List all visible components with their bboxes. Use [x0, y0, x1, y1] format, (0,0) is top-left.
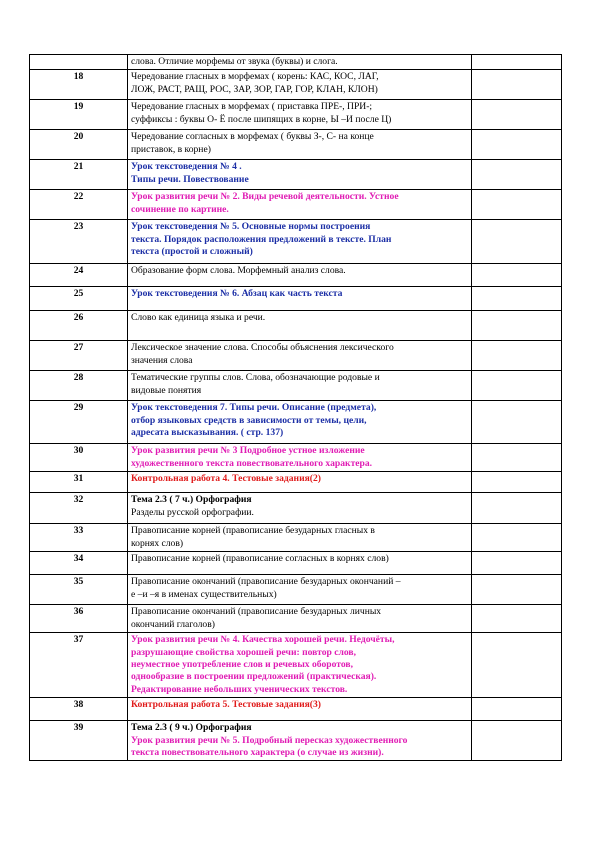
topic-line: неуместное употребление слов и речевых оборотов,	[131, 659, 353, 671]
empty-cell	[472, 524, 562, 552]
lesson-topic	[128, 552, 472, 575]
topic-line: е –и –я в именах существительных)	[131, 588, 277, 600]
empty-cell	[472, 472, 562, 493]
topic-line: Урок текстоведения 7. Типы речи. Описание (предмета),	[131, 402, 377, 414]
table-row	[30, 493, 562, 524]
empty-cell	[472, 721, 562, 761]
topic-line: текста. Порядок расположения предложений в тексте. План	[131, 233, 392, 245]
table-body	[30, 55, 562, 761]
topic-line: Слово как единица языка и речи.	[131, 312, 266, 324]
empty-cell	[472, 190, 562, 220]
topic-line: Правописание корней (правописание безударных гласных в	[131, 525, 375, 537]
lesson-number: 28	[30, 371, 128, 401]
table-row	[30, 130, 562, 160]
topic-line: Урок развития речи № 5. Подробный пересказ художественного	[131, 734, 408, 746]
topic-line: Редактирование небольших ученических текстов.	[131, 683, 348, 695]
topic-line: художественного текста повествовательного характера.	[131, 457, 373, 469]
table-row	[30, 524, 562, 552]
table-row	[30, 633, 562, 698]
lesson-number: 32	[30, 493, 128, 524]
table-row	[30, 401, 562, 444]
empty-cell	[472, 605, 562, 633]
lesson-topic	[128, 401, 472, 444]
empty-cell	[472, 371, 562, 401]
topic-line: Образование форм слова. Морфемный анализ слова.	[131, 265, 346, 277]
table-row	[30, 55, 562, 70]
topic-line: текста (простой и сложный)	[131, 246, 253, 258]
topic-line: Урок развития речи № 2. Виды речевой деятельности. Устное	[131, 191, 399, 203]
table-row	[30, 575, 562, 605]
topic-line: текста повествовательного характера (о случае из жизни).	[131, 747, 384, 759]
lesson-number: 31	[30, 472, 128, 493]
lesson-topic	[128, 721, 472, 761]
topic-line: Урок текстоведения № 6. Абзац как часть текста	[131, 288, 343, 300]
lesson-topic	[128, 472, 472, 493]
topic-line: разрушающие свойства хорошей речи: повтор слов,	[131, 646, 357, 658]
table-row	[30, 190, 562, 220]
topic-line: Урок текстоведения № 4 .	[131, 161, 242, 173]
topic-line: однообразие в построении предложений (практическая).	[131, 671, 377, 683]
empty-cell	[472, 220, 562, 264]
lesson-number	[30, 55, 128, 70]
lesson-number: 39	[30, 721, 128, 761]
topic-line: отбор языковых средств в зависимости от темы, цели,	[131, 414, 367, 426]
empty-cell	[472, 575, 562, 605]
lesson-number: 36	[30, 605, 128, 633]
lesson-topic	[128, 371, 472, 401]
lesson-number: 22	[30, 190, 128, 220]
topic-line: Урок развития речи № 3 Подробное устное изложение	[131, 445, 365, 457]
empty-cell	[472, 633, 562, 698]
table-row	[30, 698, 562, 721]
lesson-number: 18	[30, 70, 128, 100]
lesson-number: 29	[30, 401, 128, 444]
lesson-topic	[128, 130, 472, 160]
topic-line: значения слова	[131, 354, 193, 366]
lesson-topic	[128, 311, 472, 341]
table-row	[30, 472, 562, 493]
lesson-topic	[128, 70, 472, 100]
table-row	[30, 264, 562, 287]
topic-line: корнях слов)	[131, 537, 184, 549]
lesson-number: 30	[30, 444, 128, 472]
topic-line: Тема 2.3 ( 9 ч.) Орфография	[131, 722, 252, 734]
empty-cell	[472, 444, 562, 472]
table-row	[30, 721, 562, 761]
curriculum-table	[29, 54, 562, 761]
lesson-topic	[128, 190, 472, 220]
lesson-topic	[128, 100, 472, 130]
lesson-number: 24	[30, 264, 128, 287]
table-row	[30, 341, 562, 371]
lesson-topic	[128, 55, 472, 70]
table-row	[30, 100, 562, 130]
lesson-number: 23	[30, 220, 128, 264]
topic-line: сочинение по картине.	[131, 203, 229, 215]
table-row	[30, 160, 562, 190]
topic-line: слова. Отличие морфемы от звука (буквы) и слога.	[131, 56, 338, 67]
empty-cell	[472, 264, 562, 287]
empty-cell	[472, 287, 562, 311]
lesson-topic	[128, 633, 472, 698]
topic-line: Чередование гласных в морфемах ( корень: КАС, КОС, ЛАГ,	[131, 71, 379, 83]
lesson-topic	[128, 444, 472, 472]
lesson-topic	[128, 575, 472, 605]
lesson-topic	[128, 341, 472, 371]
empty-cell	[472, 698, 562, 721]
lesson-number: 20	[30, 130, 128, 160]
topic-line: адресата высказывания. ( стр. 137)	[131, 427, 284, 439]
lesson-number: 35	[30, 575, 128, 605]
topic-line: Урок текстоведения № 5. Основные нормы построения	[131, 221, 371, 233]
empty-cell	[472, 401, 562, 444]
topic-line: Контрольная работа 4. Тестовые задания(2)	[131, 473, 321, 485]
topic-line: Правописание окончаний (правописание безударных личных	[131, 606, 382, 618]
table-row	[30, 552, 562, 575]
topic-line: суффиксы : буквы О- Ё после шипящих в корне, Ы –И после Ц)	[131, 113, 392, 125]
lesson-number: 37	[30, 633, 128, 698]
table-row	[30, 70, 562, 100]
topic-line: Правописание окончаний (правописание безударных окончаний –	[131, 576, 401, 588]
topic-line: Тематические группы слов. Слова, обозначающие родовые и	[131, 372, 380, 384]
lesson-topic	[128, 605, 472, 633]
empty-cell	[472, 552, 562, 575]
lesson-number: 34	[30, 552, 128, 575]
topic-line: приставок, в корне)	[131, 143, 211, 155]
table-row	[30, 287, 562, 311]
empty-cell	[472, 160, 562, 190]
empty-cell	[472, 100, 562, 130]
topic-line: Урок развития речи № 4. Качества хорошей речи. Недочёты,	[131, 634, 395, 646]
topic-line: Контрольная работа 5. Тестовые задания(3)	[131, 699, 321, 711]
topic-line: Правописание корней (правописание согласных в корнях слов)	[131, 553, 389, 565]
topic-line: Чередование согласных в морфемах ( буквы З-, С- на конце	[131, 131, 374, 143]
topic-line: Чередование гласных в морфемах ( приставка ПРЕ-, ПРИ-;	[131, 101, 373, 113]
lesson-topic	[128, 160, 472, 190]
topic-line: Лексическое значение слова. Способы объяснения лексического	[131, 342, 394, 354]
topic-line: видовые понятия	[131, 384, 202, 396]
lesson-number: 25	[30, 287, 128, 311]
topic-line: Типы речи. Повествование	[131, 173, 249, 185]
lesson-number: 27	[30, 341, 128, 371]
table-row	[30, 444, 562, 472]
topic-line: ЛОЖ, РАСТ, РАЩ, РОС, ЗАР, ЗОР, ГАР, ГОР, КЛАН, КЛОН)	[131, 83, 378, 95]
lesson-number: 26	[30, 311, 128, 341]
lesson-topic	[128, 287, 472, 311]
table-row	[30, 220, 562, 264]
topic-line: Разделы русской орфографии.	[131, 506, 254, 518]
lesson-number: 21	[30, 160, 128, 190]
lesson-number: 33	[30, 524, 128, 552]
empty-cell	[472, 493, 562, 524]
lesson-topic	[128, 220, 472, 264]
empty-cell	[472, 55, 562, 70]
lesson-topic	[128, 524, 472, 552]
table-row	[30, 371, 562, 401]
lesson-topic	[128, 698, 472, 721]
topic-line: окончаний глаголов)	[131, 618, 215, 630]
empty-cell	[472, 130, 562, 160]
empty-cell	[472, 341, 562, 371]
empty-cell	[472, 311, 562, 341]
table-row	[30, 311, 562, 341]
table-row	[30, 605, 562, 633]
lesson-topic	[128, 493, 472, 524]
topic-line: Тема 2.3 ( 7 ч.) Орфография	[131, 494, 252, 506]
empty-cell	[472, 70, 562, 100]
lesson-number: 38	[30, 698, 128, 721]
lesson-topic	[128, 264, 472, 287]
lesson-number: 19	[30, 100, 128, 130]
